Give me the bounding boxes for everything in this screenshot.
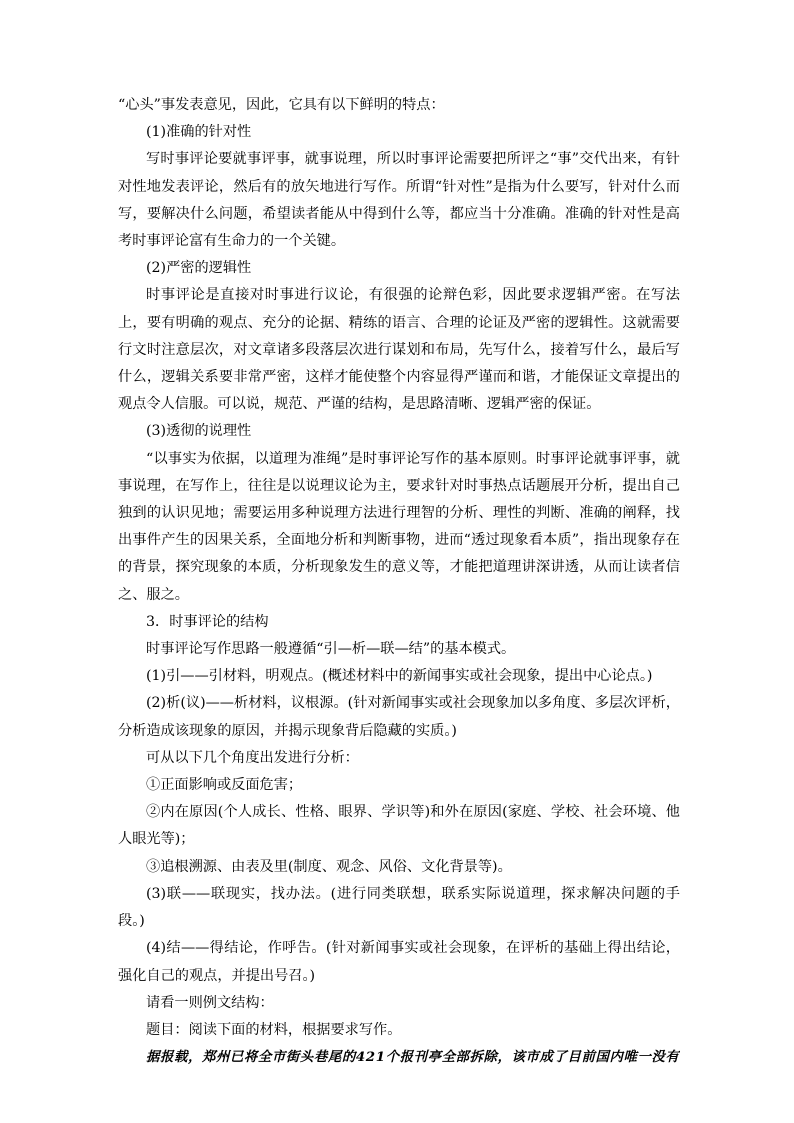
list-item-angle-3: ③追根溯源、由表及里(制度、观念、风俗、文化背景等)。 bbox=[146, 858, 512, 875]
list-item-angle-2: ②内在原因(个人成长、性格、眼界、学识等)和外在原因(家庭、学校、社会环境、他人眼光等)； bbox=[118, 804, 680, 848]
paragraph-logic: 时事评论是直接对时事进行议论，有很强的论辩色彩，因此要求逻辑严密。在写法上，要有明确的观点、充分的论据、精练的语言、合理的论证及严密的逻辑性。这就需要行文时注意层次，对文章诸多段落层次进行谋划和布局，先写什么，接着写什么，最后写什么，逻辑关系要非常严密，这样才能使整个内容显得严谨而和谐，才能保证文章提出的观点令人信服。可以说，规范、严谨的结构，是思路清晰、逻辑严密的保证。 bbox=[118, 287, 680, 413]
heading-structure: 3．时事评论的结构 bbox=[146, 613, 269, 630]
heading-logic: (2)严密的逻辑性 bbox=[146, 260, 252, 277]
paragraph-step-conclude: (4)结——得结论，作呼告。(针对新闻事实或社会现象，在评析的基础上得出结论，强化自己的观点，并提出号召。) bbox=[118, 940, 680, 984]
paragraph-targeting: 写时事评论要就事评事，就事说理，所以时事评论需要把所评之“事”交代出来，有针对性地发表评论，然后有的放矢地进行写作。所谓“针对性”是指为什么要写，针对什么而写，要解决什么问题，希望读者能从中得到什么等，都应当十分准确。准确的针对性是高考时事评论富有生命力的一个关键。 bbox=[118, 151, 680, 250]
paragraph-angles-intro: 可从以下几个角度出发进行分析： bbox=[146, 749, 359, 766]
paragraph-step-connect: (3)联——联现实，找办法。(进行同类联想，联系实际说道理，探求解决问题的手段。) bbox=[118, 885, 680, 930]
paragraph-example-intro: 请看一则例文结构： bbox=[146, 994, 274, 1011]
paragraph-intro: “心头”事发表意见，因此，它具有以下鲜明的特点： bbox=[118, 97, 445, 113]
document-body bbox=[118, 92, 680, 1071]
list-item-angle-1: ①正面影响或反面危害； bbox=[146, 777, 303, 794]
heading-reasoning: (3)透彻的说理性 bbox=[146, 423, 252, 440]
paragraph-question-title: 题目：阅读下面的材料，根据要求写作。 bbox=[146, 1021, 402, 1038]
paragraph-step-introduce: (1)引——引材料，明观点。(概述材料中的新闻事实或社会现象，提出中心论点。) bbox=[146, 668, 653, 685]
paragraph-structure-intro: 时事评论写作思路一般遵循“引—析—联—结”的基本模式。 bbox=[146, 641, 516, 658]
paragraph-step-analyze: (2)析(议)——析材料，议根源。(针对新闻事实或社会现象加以多角度、多层次评析，分析造成该现象的原因，并揭示现象背后隐藏的实质。) bbox=[118, 695, 680, 739]
heading-targeting: (1)准确的针对性 bbox=[146, 124, 252, 141]
paragraph-material-line: 据报载，郑州已将全市街头巷尾的421个报刊亭全部拆除，该市成了目前国内唯一没有 bbox=[146, 1049, 680, 1066]
paragraph-reasoning: “以事实为依据，以道理为准绳”是时事评论写作的基本原则。时事评论就事评事，就事说理，在写作上，往往是以说理议论为主，要求针对时事热点话题展开分析，提出自己独到的认识见地；需要运用多种说理方法进行理智的分析、理性的判断、准确的阐释，找出事件产生的因果关系，全面地分析和判断事物，进而“透过现象看本质”，指出现象存在的背景，探究现象的本质，分析现象发生的意义等，才能把道理讲深讲透，从而让读者信之、服之。 bbox=[118, 450, 680, 603]
